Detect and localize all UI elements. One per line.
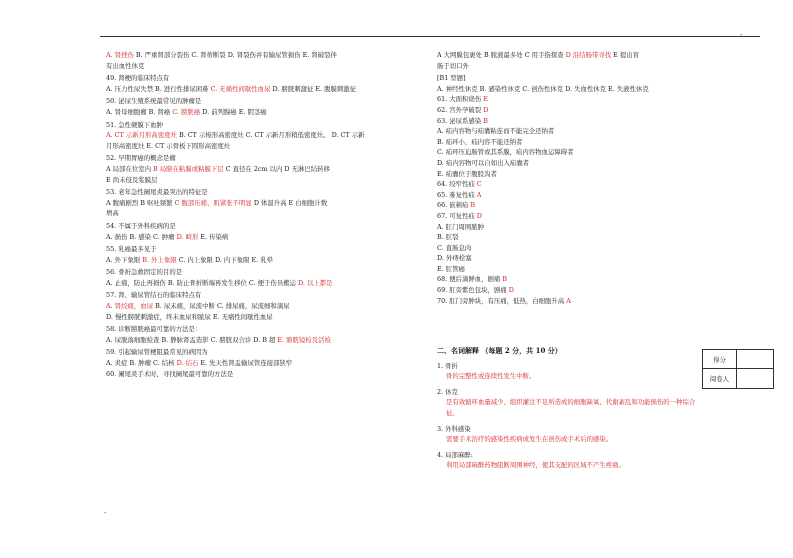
- question-text: 63. 泌尿系感染: [437, 116, 484, 125]
- answer-text: B. 外上象限: [142, 255, 177, 264]
- question-text: A. 神经性休克 B. 感染性休克 C. 创伤性休克 D. 失血性休克 E. 失液性休克: [437, 84, 649, 93]
- text-line: [437, 211, 767, 222]
- question-text: 69. 肛旁紫色包块，剧痛: [437, 286, 509, 295]
- definition-answer: 骨的完整性或连续性发生中断。: [446, 372, 536, 381]
- question-text: 有出血性休克: [106, 61, 145, 70]
- question-text: B. 疝环小，疝内容不能还纳者: [437, 137, 523, 146]
- answer-text: A. 肾绞痛，血尿: [106, 302, 154, 311]
- text-line: [437, 84, 767, 95]
- text-line: [437, 243, 767, 254]
- text-line: [437, 179, 767, 190]
- text-line: [437, 61, 767, 72]
- answer-text: D. 畸形: [176, 232, 199, 241]
- definition-answer: 是有效循环血量减少、组织灌注不足所造成的细胞缺氧、代谢紊乱和功能损伤的一种综合征。: [446, 398, 696, 417]
- question-text: A. 疝内容物与疝囊粘连而不能完全还纳者: [437, 127, 555, 136]
- text-line: [437, 264, 767, 275]
- text-line: [437, 158, 767, 169]
- text-line: [437, 285, 767, 296]
- text-line: [106, 290, 424, 301]
- text-line: [106, 255, 424, 266]
- right-column: [437, 50, 767, 306]
- text-line: [437, 274, 767, 285]
- text-line: [106, 73, 424, 84]
- reviewer-label: 阅卷人: [703, 369, 737, 388]
- question-text: A 大网膜包裹处 B 脓液最多处 C 用手指探查: [437, 51, 566, 59]
- question-text: D. 慢性膀胱刺激症，终末血尿和脓尿 E. 无痛性间歇性血尿: [106, 312, 273, 321]
- answer-text: D: [508, 286, 514, 295]
- text-line: [106, 153, 424, 164]
- text-line: [106, 187, 424, 198]
- question-text: 61. 大面积烧伤: [437, 95, 484, 104]
- definition-term: 4. 局部麻醉:: [437, 450, 473, 459]
- question-text: A 局部在位室内: [106, 164, 154, 173]
- question-text: D. 膀胱刺激征 E. 腹膜刺激征: [270, 84, 357, 93]
- top-mark: -: [740, 30, 743, 39]
- text-line: [437, 222, 767, 233]
- text-line: [437, 105, 767, 116]
- question-text: A. 外下象限: [106, 255, 143, 264]
- text-line: [106, 141, 424, 152]
- definition-term: 3. 外科感染: [437, 424, 471, 433]
- question-text: 65. 难复性疝: [437, 190, 477, 199]
- question-text: 肠于切口外: [437, 61, 469, 70]
- question-text: B. 肛裂: [437, 233, 459, 242]
- question-text: 70. 肛门旁肿块，有压痛，低热，白细胞升高: [437, 296, 567, 305]
- answer-text: D. 以上都是: [298, 278, 333, 287]
- text-line: [106, 312, 424, 323]
- header-rule: [100, 36, 760, 37]
- question-text: D. 外痔栓塞: [437, 254, 472, 263]
- text-line: [106, 130, 424, 141]
- text-line: [106, 208, 424, 219]
- question-text: 增高: [106, 209, 119, 218]
- question-text: 51. 急性硬膜下血肿: [106, 120, 163, 129]
- question-text: E 提出盲: [611, 51, 640, 59]
- question-text: D. 前列腺癌 E. 阴茎癌: [200, 107, 267, 116]
- question-text: 60. 阑尾炎手术时，寻找阑尾最可靠的方法是: [106, 369, 234, 378]
- answer-text: C. 无痛性间歇性血尿: [210, 84, 271, 93]
- question-text: B. 尿未痛，尿流中断 C. 排尿痛，尿流细和滴尿: [153, 302, 290, 311]
- question-text: [B1 型题]: [437, 74, 466, 83]
- question-text: 62. 宫外孕破裂: [437, 105, 484, 114]
- question-text: C. 直肠息肉: [437, 243, 472, 252]
- definition-answer: 利用局部麻醉药物阻断周围神经，使其支配的区域不产生疼痛。: [446, 461, 625, 470]
- question-text: 53. 老年急性阑尾炎最突出的特征是: [106, 188, 208, 197]
- text-line: [437, 169, 767, 180]
- text-line: [106, 232, 424, 243]
- text-line: [437, 296, 767, 307]
- answer-text: D 沿结肠带寻找: [565, 51, 612, 59]
- answer-text: A: [566, 296, 571, 305]
- text-line: [437, 116, 767, 127]
- question-text: 66. 嵌顿疝: [437, 201, 471, 210]
- question-text: 57. 肾、输尿管结石的临床特点有: [106, 291, 202, 300]
- question-text: 67. 可复性疝: [437, 211, 477, 220]
- text-line: [437, 73, 767, 84]
- reviewer-value-cell: [737, 369, 773, 388]
- text-line: [437, 200, 767, 211]
- text-line: [106, 347, 424, 358]
- answer-text: B: [483, 116, 488, 125]
- question-text: 52. 早期胃癌的概念是瘤: [106, 154, 176, 163]
- question-text: E. 疝囊位于腹股沟者: [437, 169, 497, 178]
- text-line: [437, 126, 767, 137]
- text-line: [437, 137, 767, 148]
- question-text: E. 传染病: [198, 232, 229, 241]
- score-label: 得分: [703, 350, 737, 369]
- definition-answer: 需要手术治疗的感染性疾病或发生在创伤或手术后的感染。: [446, 435, 613, 444]
- question-text: C. 疝环压迫肠管或其系膜，疝内容物血运障碍者: [437, 148, 574, 157]
- answer-text: D: [476, 211, 482, 220]
- text-line: [106, 96, 424, 107]
- text-line: [106, 358, 424, 369]
- question-text: E. 肛管癌: [437, 264, 465, 273]
- answer-text: C 腹部压痛、肌紧张不明显: [174, 198, 252, 207]
- question-text: 68. 便后滴鲜血，剧痛: [437, 275, 503, 284]
- question-text: 50. 泌尿生殖系统最常见的肿瘤是: [106, 97, 202, 106]
- question-text: E 尚未侵及浆膜层: [106, 175, 158, 184]
- text-line: [106, 335, 424, 346]
- question-text: A. 损伤 B. 感染 C. 肿瘤: [106, 232, 177, 241]
- text-line: [106, 244, 424, 255]
- question-text: 58. 诊断膀胱癌最可靠的方法是：: [106, 325, 202, 334]
- left-column: [106, 50, 424, 379]
- answer-text: C: [476, 180, 482, 189]
- score-box: [702, 349, 774, 389]
- answer-text: C. 膀胱癌: [172, 107, 201, 116]
- text-line: [106, 301, 424, 312]
- foot-mark: -: [104, 509, 107, 517]
- text-line: [106, 267, 424, 278]
- answer-text: E: [483, 95, 488, 104]
- question-text: A 腹痛剧烈 B 呕吐频繁: [106, 198, 175, 207]
- text-line: [437, 232, 767, 243]
- text-line: [106, 61, 424, 72]
- text-line: [106, 324, 424, 335]
- question-text: A. 止痛，防止再损伤 B. 防止骨折断端再发生移位 C. 便于伤员搬运: [106, 278, 299, 287]
- question-text: A. 肾母细胞瘤 B. 肾癌: [106, 107, 173, 116]
- text-line: [106, 164, 424, 175]
- question-text: C 直径在 2cm 以内 D 无淋巴结转移: [223, 164, 330, 173]
- section-two-heading: 二、名词解释 （每题 2 分，共 10 分）: [437, 346, 562, 355]
- question-text: B. CT 示梭形高密度灶 C. CT 示新月形稍低密度灶。 D. CT 示新: [177, 131, 365, 140]
- text-line: [437, 147, 767, 158]
- text-line: [437, 94, 767, 105]
- question-text: 月形高密度灶 E. CT 示骨板下圆形高密度灶: [106, 141, 231, 150]
- definition-term: 2. 休克: [437, 387, 458, 396]
- question-text: 64. 绞窄性疝: [437, 180, 477, 189]
- text-line: [437, 190, 767, 201]
- answer-text: A. 肾挫伤: [106, 51, 134, 59]
- text-line: [437, 50, 767, 61]
- answer-text: E. 膀胱镜检及活检: [277, 335, 331, 344]
- question-text: E. 先天性肾盂输尿管连接部狭窄: [198, 359, 293, 368]
- text-line: [437, 253, 767, 264]
- score-value-cell: [737, 350, 773, 369]
- answer-text: A. CT 示新月形高密度灶: [106, 131, 177, 140]
- question-text: 49. 肾梗的临床特点有: [106, 74, 170, 83]
- answer-text: D. 结石: [176, 359, 199, 368]
- definition-term: 1. 骨折: [437, 361, 458, 370]
- question-text: A. 炎症 B. 肿瘤 C. 结核: [106, 359, 177, 368]
- question-text: A. 尿脱落细胞检查 B. 静脉肾盂造影 C. 膀胱双合诊 D. B 超: [106, 335, 278, 344]
- text-line: [106, 198, 424, 209]
- answer-text: B: [470, 201, 476, 210]
- definitions-section: [437, 346, 699, 471]
- answer-text: B 局限在粘膜或粘膜下层: [153, 164, 224, 173]
- question-text: A. 肛门周围脓肿: [437, 222, 485, 231]
- question-text: D. 疝内容物可以自如出入疝囊者: [437, 158, 530, 167]
- text-line: [106, 221, 424, 232]
- text-line: [106, 120, 424, 131]
- answer-text: D: [483, 105, 489, 114]
- answer-text: A: [476, 190, 482, 199]
- text-line: [106, 50, 424, 61]
- question-text: B. 严重肾部分裂伤 C. 肾蒂断裂 D. 肾裂伤并有输尿管损伤 E. 肾破裂伴: [133, 51, 337, 59]
- question-text: D 体温升高 E 白细胞计数: [251, 198, 328, 207]
- text-line: [106, 107, 424, 118]
- question-text: 56. 骨折急救固定的目的是: [106, 268, 183, 277]
- question-text: 54. 不属于外科疾病的是: [106, 221, 176, 230]
- question-text: A. 压力性尿失禁 B. 进行性排尿困难: [106, 84, 211, 93]
- question-text: C. 内上象限 D. 内下象限 E. 乳晕: [176, 255, 274, 264]
- question-text: 59. 引起输尿管梗阻最常见的病因为: [106, 348, 208, 357]
- question-text: 55. 乳癌最多见于: [106, 245, 157, 254]
- text-line: [106, 175, 424, 186]
- text-line: [106, 369, 424, 380]
- text-line: [106, 278, 424, 289]
- text-line: [106, 84, 424, 95]
- answer-text: B: [502, 275, 508, 284]
